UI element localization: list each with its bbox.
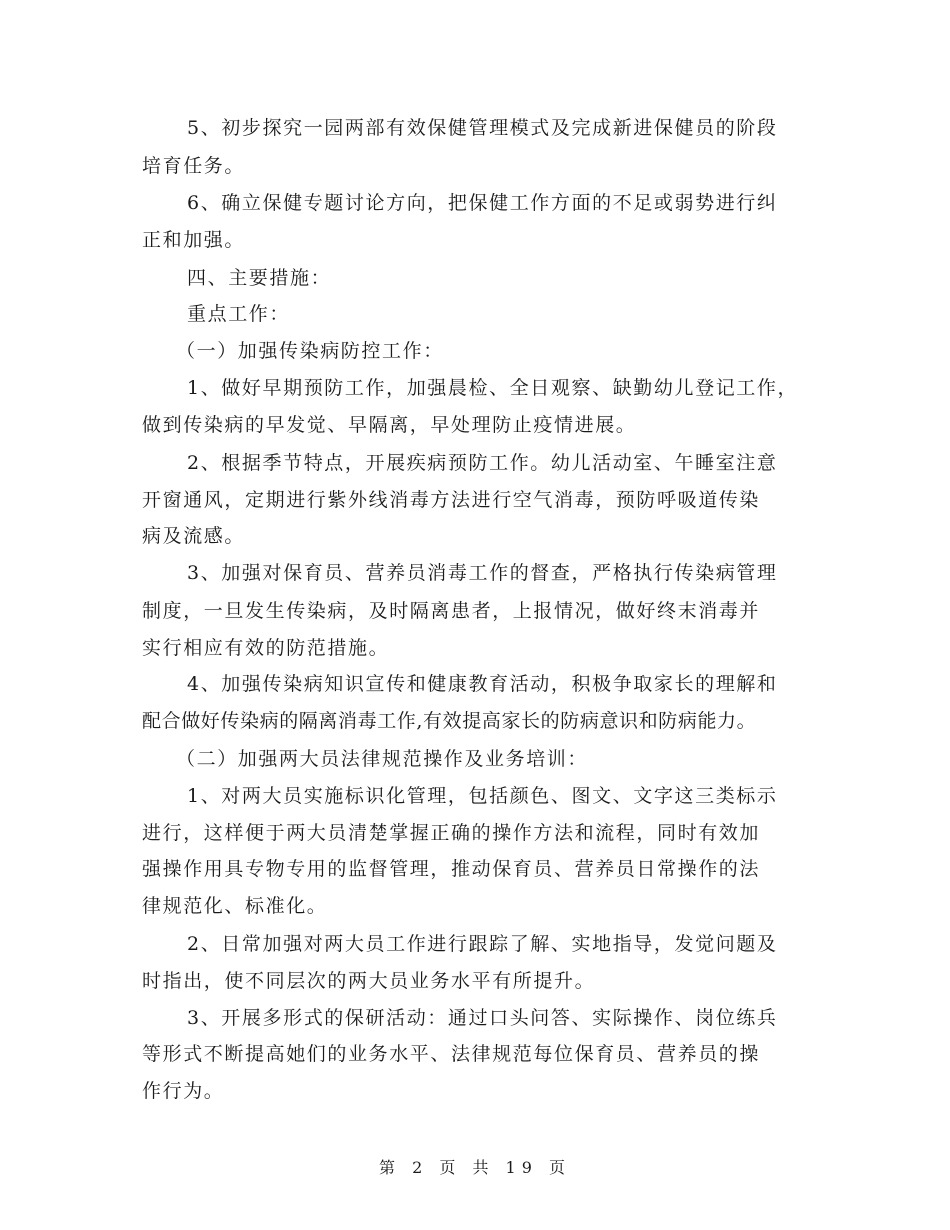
- text-line: 制度，一旦发生传染病，及时隔离患者，上报情况，做好终末消毒并: [142, 600, 761, 622]
- subsection-heading: 重点工作：: [187, 303, 291, 325]
- text-line: 1、做好早期预防工作，加强晨检、全日观察、缺勤幼儿登记工作，: [187, 377, 799, 399]
- text-line: 实行相应有效的防范措施。: [142, 637, 390, 659]
- text-line: 正和加强。: [142, 229, 246, 251]
- subsection-heading: （二）加强两大员法律规范操作及业务培训：: [176, 748, 589, 770]
- text-line: 培育任务。: [142, 155, 246, 177]
- text-line: 强操作用具专物专用的监督管理，推动保育员、营养员日常操作的法: [142, 858, 761, 880]
- text-line: 3、加强对保育员、营养员消毒工作的督查，严格执行传染病管理: [187, 562, 778, 584]
- page-number-footer: 第 2 页 共 19 页: [379, 1158, 571, 1177]
- text-line: 2、日常加强对两大员工作进行跟踪了解、实地指导，发觉问题及: [187, 933, 778, 955]
- text-line: 做到传染病的早发觉、早隔离，早处理防止疫情进展。: [142, 414, 637, 436]
- text-line: 6、确立保健专题讨论方向，把保健工作方面的不足或弱势进行纠: [187, 192, 778, 214]
- text-line: 开窗通风，定期进行紫外线消毒方法进行空气消毒，预防呼吸道传染: [142, 489, 761, 511]
- text-line: 5、初步探究一园两部有效保健管理模式及完成新进保健员的阶段: [187, 117, 778, 139]
- text-line: 2、根据季节特点，开展疾病预防工作。幼儿活动室、午睡室注意: [187, 452, 778, 474]
- text-line: 3、开展多形式的保研活动：通过口头问答、实际操作、岗位练兵: [187, 1007, 778, 1029]
- text-line: 作行为。: [142, 1080, 225, 1102]
- text-line: 4、加强传染病知识宣传和健康教育活动，积极争取家长的理解和: [187, 673, 778, 695]
- text-line: 时指出，使不同层次的两大员业务水平有所提升。: [142, 970, 596, 992]
- text-line: 配合做好传染病的隔离消毒工作,有效提高家长的防病意识和防病能力。: [142, 710, 757, 732]
- text-line: 律规范化、标准化。: [142, 895, 328, 917]
- section-heading: 四、主要措施：: [187, 267, 332, 289]
- subsection-heading: （一）加强传染病防控工作：: [176, 340, 444, 362]
- text-line: 病及流感。: [142, 525, 246, 547]
- text-line: 1、对两大员实施标识化管理，包括颜色、图文、文字这三类标示: [187, 785, 778, 807]
- text-line: 等形式不断提高她们的业务水平、法律规范每位保育员、营养员的操: [142, 1043, 761, 1065]
- text-line: 进行，这样便于两大员清楚掌握正确的操作方法和流程，同时有效加: [142, 822, 761, 844]
